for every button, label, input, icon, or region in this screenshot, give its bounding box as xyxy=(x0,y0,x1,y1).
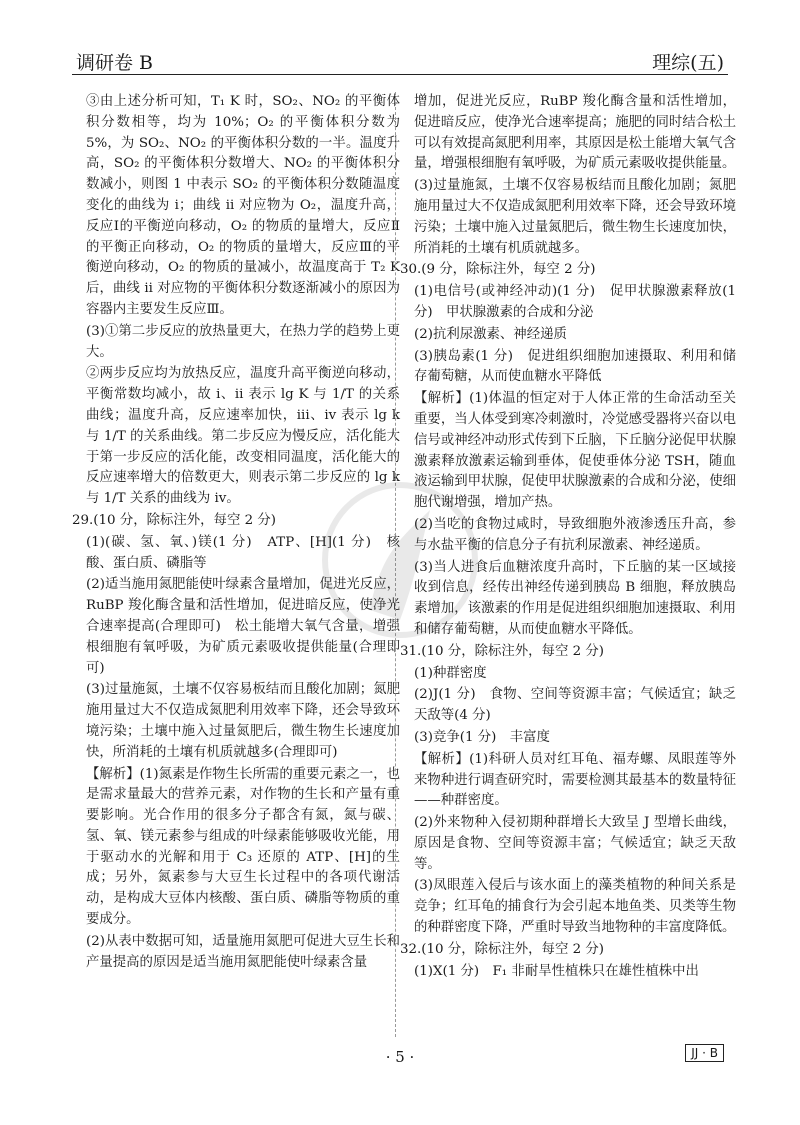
paragraph: 【解析】(1)科研人员对红耳龟、福寿螺、凤眼莲等外来物种进行调查研究时，需要检测其最基本的数量特征——种群密度。 xyxy=(414,751,736,809)
paragraph: 【解析】(1)体温的恒定对于人体正常的生命活动至关重要，当人体受到寒冷刺激时，冷觉感受器将兴奋以电信号或神经冲动形式传到下丘脑，下丘脑分泌促甲状腺激素释放激素运输到垂体，促使垂体分泌 TSH，随血液运输到甲状腺，促使甲状腺激素的合成和分泌，使细胞代谢增强，增加产热。 xyxy=(414,391,736,511)
paragraph: (2)抗利尿激素、神经递质 xyxy=(414,326,567,342)
paragraph: (3)胰岛素(1 分) 促进组织细胞加速摄取、利用和储存葡萄糖，从而使血糖水平降低 xyxy=(414,348,736,385)
paragraph: 30.(9 分，除标注外，每空 2 分) xyxy=(400,262,596,278)
page-header xyxy=(72,44,728,75)
paragraph: 31.(10 分，除标注外，每空 2 分) xyxy=(400,643,604,659)
paragraph: (3)竞争(1 分) 丰富度 xyxy=(414,729,550,745)
paragraph: (1)种群密度 xyxy=(414,665,487,681)
paragraph: (1)(碳、氢、氧、)镁(1 分) ATP、[H](1 分) 核酸、蛋白质、磷脂等 xyxy=(86,534,400,571)
subject-title: 理综(五) xyxy=(652,52,724,74)
paragraph: (2)当吃的食物过咸时，导致细胞外液渗透压升高，参与水盐平衡的信息分子有抗利尿激素、神经递质。 xyxy=(414,516,736,553)
exam-title: 调研卷 B xyxy=(76,52,154,74)
paragraph: 增加，促进光反应，RuBP 羧化酶含量和活性增加，促进暗反应，使净光合速率提高；施肥的同时结合松土可以有效提高氮肥利用率，其原因是松土能增大氧气含量，增强根细胞有氧呼吸，为矿质元素吸收提供能量。 xyxy=(414,94,736,172)
paragraph: (1)电信号(或神经冲动)(1 分) 促甲状腺激素释放(1 分) 甲状腺激素的合成和分泌 xyxy=(414,284,736,320)
paragraph: 【解析】(1)氮素是作物生长所需的重要元素之一，也是需求量最大的营养元素，对作物的生长和产量有重要影响。光合作用的很多分子都含有氮，氮与碳、氢、氧、镁元素参与组成的叶绿素能够吸收光能，用于驱动水的光解和用于 C₃ 还原的 ATP、[H]的生成；另外，氮素参与大豆生长过程中的各项代谢活动，是构成大豆体内核酸、蛋白质、磷脂等物质的重要成分。 xyxy=(86,766,400,928)
paragraph: (1)X(1 分) F₁ 非耐旱性植株只在雄性植株中出 xyxy=(414,963,699,979)
watermark-logo-icon xyxy=(320,470,480,650)
paragraph: 29.(10 分，除标注外，每空 2 分) xyxy=(72,512,276,528)
paragraph: (2)外来物种入侵初期种群增长大致呈 J 型增长曲线，原因是食物、空间等资源丰富；气候适宜；缺乏天敌等。 xyxy=(414,815,736,872)
paragraph: (2)适当施用氮肥能使叶绿素含量增加，促进光反应，RuBP 羧化酶含量和活性增加，促进暗反应，使净光合速率提高(合理即可) 松土能增大氧气含量，增强根细胞有氧呼吸，为矿质元素吸收提供能量(合理即可) xyxy=(86,577,400,676)
page-number: · 5 · xyxy=(385,1048,415,1066)
paper-tag: JJ · B xyxy=(685,1044,724,1062)
paragraph: 32.(10 分，除标注外，每空 2 分) xyxy=(400,941,604,957)
paragraph: (3)凤眼莲入侵后与该水面上的藻类植物的种间关系是竞争；红耳龟的捕食行为会引起本地鱼类、贝类等生物的种群密度下降，严重时导致当地物种的丰富度降低。 xyxy=(414,878,736,936)
paragraph: (3)过量施氮，土壤不仅容易板结而且酸化加剧；氮肥施用量过大不仅造成氮肥利用效率下降，还会导致环境污染；土壤中施入过量氮肥后，微生物生长速度加快，所消耗的土壤有机质就越多(合理即可) xyxy=(86,682,400,760)
paragraph: (3)过量施氮，土壤不仅容易板结而且酸化加剧；氮肥施用量过大不仅造成氮肥利用效率下降，还会导致环境污染；土壤中施入过量氮肥后，微生物生长速度加快，所消耗的土壤有机质就越多。 xyxy=(414,178,736,256)
paragraph: (3)当人进食后血糖浓度升高时，下丘脑的某一区域接收到信息，经传出神经传递到胰岛 B 细胞，释放胰岛素增加，该激素的作用是促进组织细胞加速摄取、利用和储存葡萄糖，从而使血糖水平降低。 xyxy=(414,559,736,637)
paragraph: (2)J(1 分) 食物、空间等资源丰富；气候适宜；缺乏天敌等(4 分) xyxy=(414,687,736,724)
paragraph: ③由上述分析可知，T₁ K 时，SO₂、NO₂ 的平衡体积分数相等，均为 10%；O₂ 的平衡体积分数为 5%，为 SO₂、NO₂ 的平衡体积分数的一半。温度升高，SO₂ 的平衡体积分数增大、NO₂ 的平衡体积分数减小，则图 1 中表示 SO₂ 的平衡体积分数随温度变化的曲线为 i；曲线 ii 对应物为 O₂，温度升高，反应Ⅰ的平衡逆向移动，O₂ 的物质的量增大，反应Ⅱ的平衡正向移动，O₂ 的物质的量增大，反应Ⅲ的平衡逆向移动，O₂ 的物质的量减小，故温度高于 T₂ K 后，曲线 ii 对应物的平衡体积分数逐渐减小的原因为容器内主要发生反应Ⅲ。 xyxy=(86,94,400,317)
paragraph: (2)从表中数据可知，适量施用氮肥可促进大豆生长和产量提高的原因是适当施用氮肥能使叶绿素含量 xyxy=(86,933,400,970)
paragraph: ②两步反应均为放热反应，温度升高平衡逆向移动，平衡常数均减小，故 i、ii 表示 lg K 与 1/T 的关系曲线；温度升高，反应速率加快，iii、iv 表示 lg k 与 1/T 的关系曲线。第二步反应为慢反应，活化能大于第一步反应的活化能，改变相同温度，活化能大的反应速率增大的倍数更大，则表示第二步反应的 lg k 与 1/T 关系的曲线为 iv。 xyxy=(86,366,400,507)
paragraph: (3)①第二步反应的放热量更大，在热力学的趋势上更大。 xyxy=(86,323,400,360)
